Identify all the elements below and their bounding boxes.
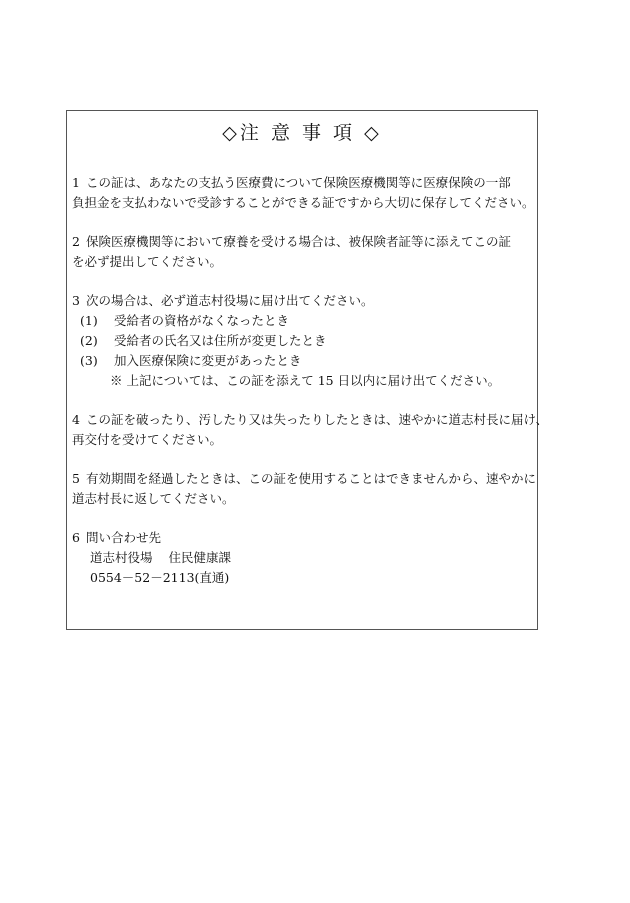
notice-title: ◇注 意 事 項 ◇ [222,122,382,144]
notice-item-4 [72,410,549,450]
notice-body [72,173,549,607]
item-text: この証は、あなたの支払う医療費について保険医療機関等に医療保険の一部 [86,175,511,190]
sub-item-text: 受給者の資格がなくなったとき [114,313,290,328]
sub-item-label: (2) [80,333,98,348]
contact-section [72,528,534,588]
sub-item [72,351,534,371]
contact-office: 道志村役場 [90,550,153,565]
contact-phone: 0554－52－2113(直通) [90,570,230,585]
item-text: 次の場合は、必ず道志村役場に届け出てください。 [86,293,374,308]
sub-item-text: 受給者の氏名又は住所が変更したとき [114,333,327,348]
sub-item [72,311,534,331]
note-text: ※ 上記については、この証を添えて 15 日以内に届け出てください。 [110,373,501,388]
item-number: 3 [72,293,80,308]
item-number: 4 [72,412,80,427]
item-text: 有効期間を経過したときは、この証を使用することはできませんから、速やかに [86,471,537,486]
item-text-continued: 負担金を支払わないで受診することができる証ですから大切に保存してください。 [72,195,535,210]
item-number: 2 [72,234,80,249]
item-text: 保険医療機関等において療養を受ける場合は、被保険者証等に添えてこの証 [86,234,512,249]
sub-item [72,331,534,351]
item-text-continued: を必ず提出してください。 [72,254,223,269]
notice-item-2 [72,232,534,272]
contact-heading: 問い合わせ先 [86,530,162,545]
contact-department: 住民健康課 [168,550,232,565]
item-number: 6 [72,530,80,545]
item-text-continued: 再交付を受けてください。 [72,432,223,447]
notice-item-1 [72,173,534,213]
item-number: 1 [72,175,80,190]
notice-item-5 [72,469,537,509]
sub-item-text: 加入医療保険に変更があったとき [114,353,302,368]
item-text: この証を破ったり、汚したり又は失ったりしたときは、速やかに道志村長に届け、 [86,412,549,427]
item-text-continued: 道志村長に返してください。 [72,491,235,506]
sub-item-label: (3) [80,353,98,368]
sub-item-label: (1) [80,313,98,328]
notice-item-3 [72,291,534,391]
item-number: 5 [72,471,80,486]
notice-box [66,110,549,630]
